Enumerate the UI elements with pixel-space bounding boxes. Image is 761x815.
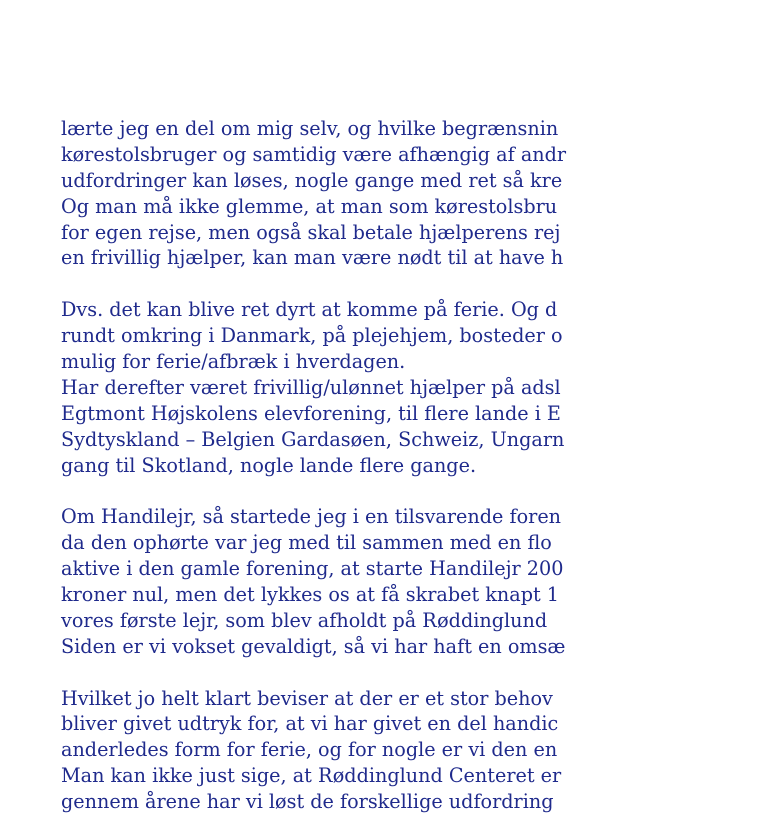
paragraph-gap [61, 478, 761, 504]
text-line: kørestolsbruger og samtidig være afhængig af andr [61, 142, 567, 166]
text-line: Sydtyskland – Belgien Gardasøen, Schweiz, Ungarn [61, 427, 565, 451]
paragraph-gap [61, 271, 761, 297]
text-line: aktive i den gamle forening, at starte Handilejr 200 [61, 557, 564, 581]
text-line: mulig for ferie/afbræk i hverdagen. [61, 350, 406, 374]
paragraph [61, 116, 761, 271]
text-line: kroner nul, men det lykkes os at få skrabet knapt 1 [61, 583, 560, 607]
paragraph [61, 504, 761, 659]
text-line: gennem årene har vi løst de forskellige udfordring [61, 790, 554, 814]
paragraph [61, 297, 761, 478]
text-line: for egen rejse, men også skal betale hjælperens rej [61, 220, 561, 244]
text-line: vores første lejr, som blev afholdt på Røddinglund [61, 608, 548, 632]
text-line: Siden er vi vokset gevaldigt, så vi har haft en omsæ [61, 634, 566, 658]
text-line: udfordringer kan løses, nogle gange med ret så kre [61, 168, 563, 192]
text-line: lærte jeg en del om mig selv, og hvilke begrænsnin [61, 117, 559, 140]
body-text [61, 116, 761, 815]
paragraph-gap [61, 660, 761, 686]
text-line: Og man må ikke glemme, at man som kørestolsbru [61, 194, 558, 218]
text-line: gang til Skotland, nogle lande flere gange. [61, 453, 477, 477]
text-line: da den ophørte var jeg med til sammen med en flo [61, 531, 552, 555]
text-line: Man kan ikke just sige, at Røddinglund Centeret er [61, 764, 562, 788]
text-line: Hvilket jo helt klart beviser at der er et stor behov [61, 686, 553, 710]
text-line: bliver givet udtryk for, at vi har givet en del handic [61, 712, 559, 736]
text-line: Dvs. det kan blive ret dyrt at komme på ferie. Og d [61, 298, 558, 322]
text-line: anderledes form for ferie, og for nogle er vi den en [61, 738, 558, 762]
text-line: Egtmont Højskolens elevforening, til flere lande i E [61, 401, 561, 425]
text-line: Om Handilejr, så startede jeg i en tilsvarende foren [61, 505, 562, 529]
text-line: rundt omkring i Danmark, på plejehjem, bosteder o [61, 324, 563, 348]
text-line: en frivillig hjælper, kan man være nødt til at have h [61, 246, 564, 270]
text-line: Har derefter været frivillig/ulønnet hjælper på adsl [61, 375, 561, 399]
paragraph [61, 686, 761, 815]
